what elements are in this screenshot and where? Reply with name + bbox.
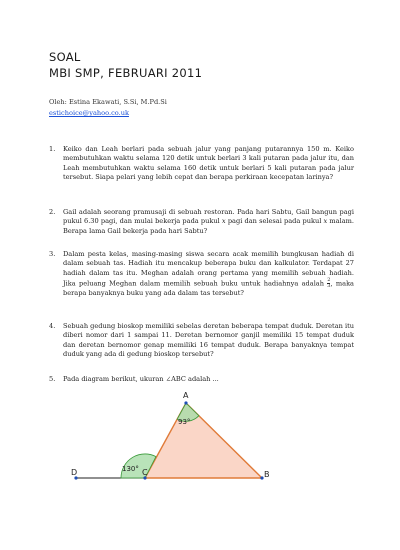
variable-x: x — [221, 217, 226, 226]
question-text: Keiko dan Leah berlari pada sebuah jalur yang panjang putarannya 150 m. Keiko membutuhkan waktu selama 120 detik untuk berlari 3 kali putaran pada jalur itu, dan Leah membutuhkan waktu selama 160 detik untuk berlari 5 kali putaran pada jalur tersebut. Siapa pelari yang lebih cepat dan berapa perkiraan kecepatan larinya? — [63, 145, 354, 181]
document-title: SOAL — [49, 50, 81, 64]
question-number: 1. — [49, 145, 56, 153]
question-text: Pada diagram berikut, ukuran ∠ABC adalah ... — [63, 375, 219, 383]
question-text-part: , maka berapa banyaknya buku yang ada dalam tas tersebut? — [63, 279, 354, 297]
angle-a-label: 93° — [178, 418, 191, 426]
question-text-part: pagi dan selesai pada pukul — [225, 217, 324, 226]
question-number: 4. — [49, 322, 56, 330]
question-text: Sebuah gedung bioskop memiliki sebelas deretan beberapa tempat duduk. Deretan itu diberi nomor dari 1 sampai 11. Deretan bernomor ganjil memiliki 15 tempat duduk dan deretan bernomor genap memiliki 16 tempat duduk. Berapa banyaknya tempat duduk yang ada di gedung bioskop tersebut? — [63, 322, 354, 358]
document-subtitle: MBI SMP, FEBRUARI 2011 — [49, 66, 203, 80]
angle-c-label: 130° — [122, 465, 139, 473]
question-number: 3. — [49, 250, 56, 258]
label-b: B — [264, 470, 270, 479]
question-text-part: Dalam pesta kelas, masing-masing siswa secara acak memilih bungkusan hadiah di dalam sebuah tas. Hadiah itu mencakup beberapa buku dan kalkulator. Terdapat 27 hadiah dalam tas itu. Meghan adalah orang pertama yang memilih sebuah hadiah. Jika peluang Meghan dalam memilih sebuah buku untuk hadiahnya adalah — [63, 250, 354, 288]
label-c: C — [142, 468, 148, 477]
variable-x: x — [323, 217, 328, 226]
question-number: 2. — [49, 208, 56, 216]
triangle-abc — [145, 403, 262, 478]
label-d: D — [71, 468, 78, 477]
author-line: Oleh: Estina Ekawati, S.Si, M.Pd.Si — [49, 98, 167, 106]
author-email-link[interactable]: estichoice@yahoo.co.uk — [49, 109, 129, 117]
point-a — [184, 401, 187, 404]
question-number: 5. — [49, 375, 56, 383]
fraction-numerator: 2 — [327, 276, 331, 283]
question-text-part: Gail adalah seorang pramusaji di sebuah restoran. Pada hari Sabtu, Gail bangun pagi pukul 6.30 pagi, dan mulai bekerja pada pukul — [63, 208, 354, 226]
fraction-denominator: 3 — [327, 282, 331, 289]
question-text-part: malam. Berapa lama Gail bekerja pada hari Sabtu? — [63, 217, 354, 235]
label-a: A — [183, 391, 189, 400]
